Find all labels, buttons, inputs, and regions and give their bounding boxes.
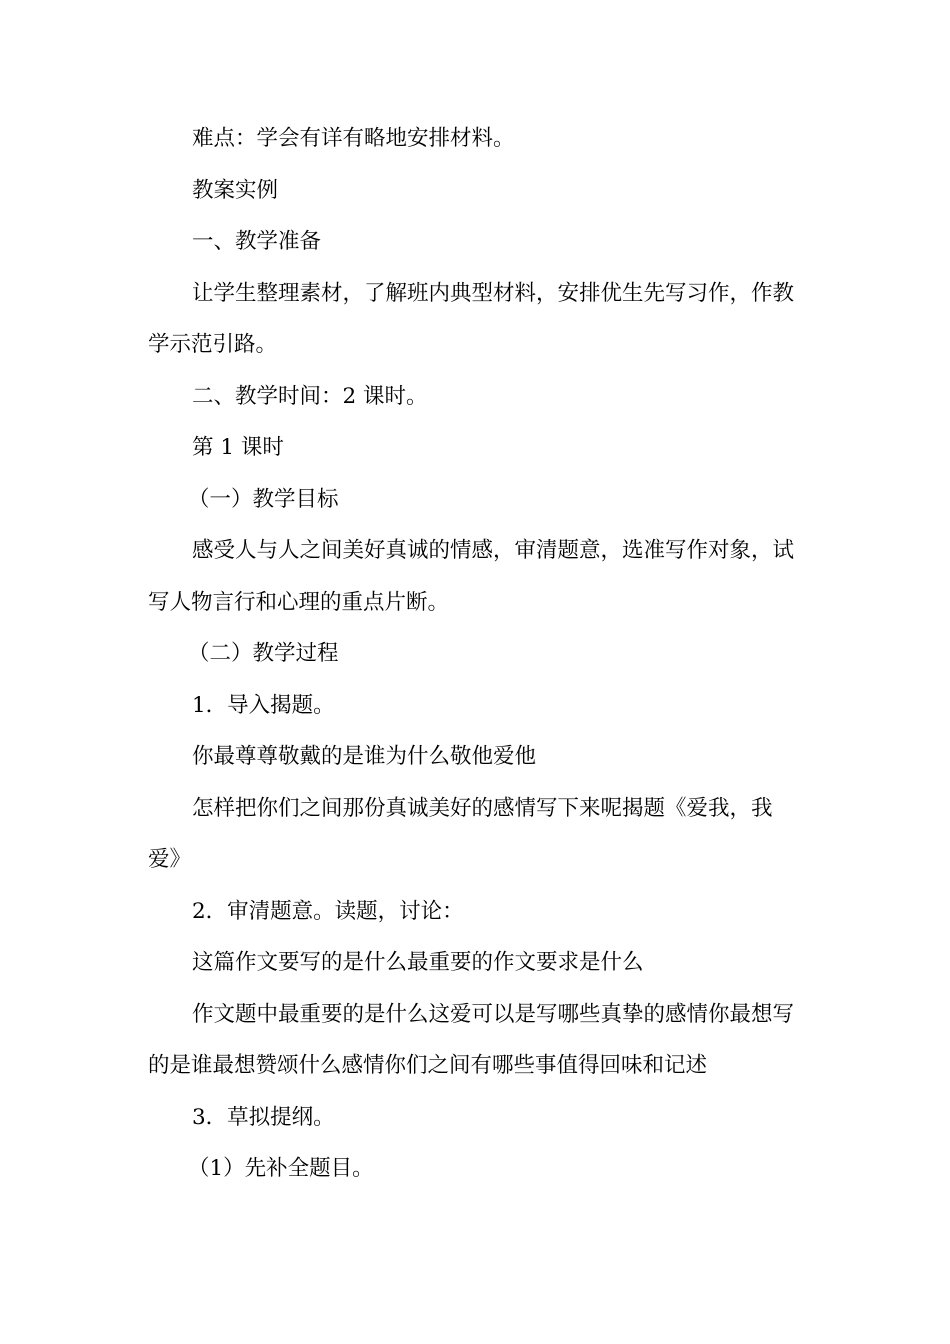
paragraph-question-respect: 你最尊尊敬戴的是谁为什么敬他爱他: [192, 744, 537, 769]
subheading-objectives: （一）教学目标: [188, 486, 339, 512]
step-introduction: 1．导入揭题。: [192, 692, 335, 718]
section-heading-lesson-example: 教案实例: [192, 177, 279, 203]
paragraph-question-details: 作文题中最重要的是什么这爱可以是写哪些真挚的感情你最想写的是谁最想赞颂什么感情你们之间有哪些事值得回味和记述: [148, 1001, 795, 1078]
paragraph-topic-reveal: 怎样把你们之间那份真诚美好的感情写下来呢揭题《爱我，我爱》: [148, 795, 773, 872]
paragraph-question-requirements: 这篇作文要写的是什么最重要的作文要求是什么: [192, 950, 644, 975]
lesson-heading: 第 1 课时: [192, 435, 284, 460]
section-heading-teaching-time: 二、教学时间：2 课时。: [192, 383, 428, 409]
subheading-process: （二）教学过程: [188, 641, 339, 666]
paragraph-preparation: 让学生整理素材，了解班内典型材料，安排优生先写习作，作教学示范引路。: [148, 280, 795, 357]
paragraph-difficulty: 难点：学会有详有略地安排材料。: [192, 126, 515, 151]
step-outline: 3．草拟提纲。: [192, 1104, 335, 1130]
substep-complete-title: （1）先补全题目。: [188, 1156, 374, 1181]
section-heading-preparation: 一、教学准备: [192, 229, 322, 254]
step-review-topic: 2．审清题意。读题，讨论：: [192, 898, 464, 924]
document-page: [148, 113, 800, 1195]
paragraph-objectives: 感受人与人之间美好真诚的情感，审清题意，选准写作对象，试写人物言行和心理的重点片断。: [148, 538, 795, 615]
